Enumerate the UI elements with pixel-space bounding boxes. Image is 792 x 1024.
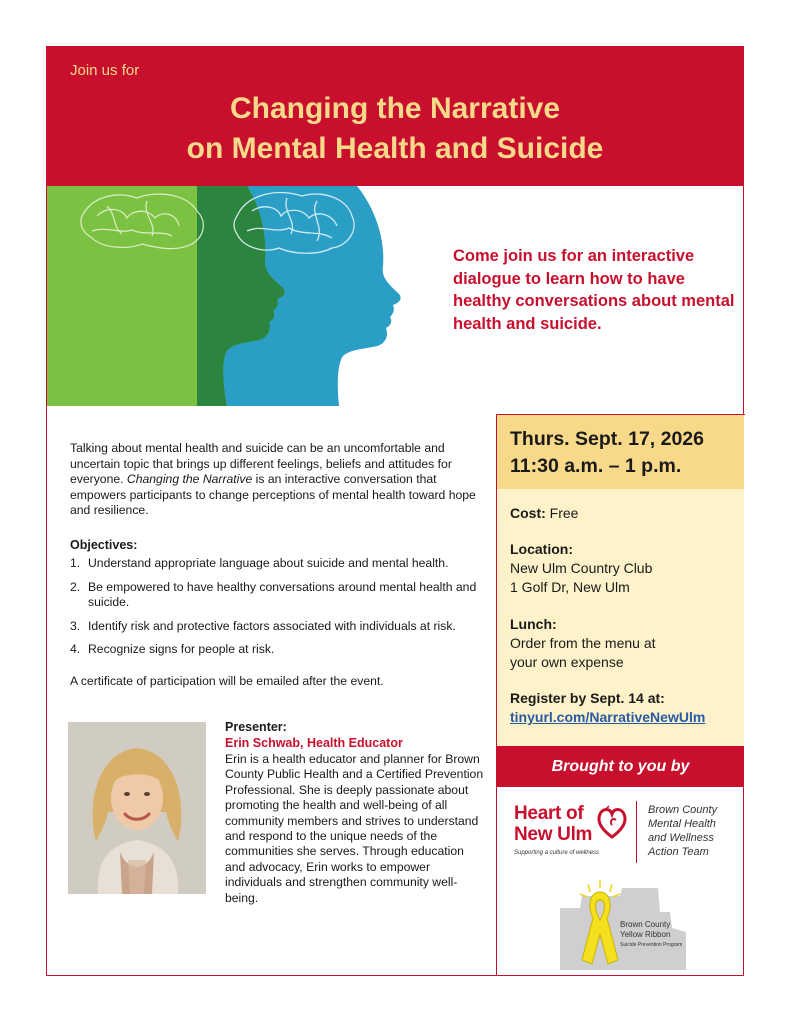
- objective-text: Be empowered to have healthy conversations around mental health and suicide.: [88, 579, 477, 609]
- intro-text-2: is an interactive conversation that empowers participants to change perceptions of mental health toward hope and resilience.: [70, 472, 476, 517]
- heads-illustration: [47, 186, 425, 406]
- logo-tagline: Supporting a culture of wellness: [514, 850, 600, 856]
- team-line2: Mental Health: [648, 818, 716, 830]
- event-date: Thurs. Sept. 17, 2026: [510, 428, 705, 450]
- header-banner: [46, 46, 744, 186]
- ribbon-text-line3: Suicide Prevention Program: [620, 942, 683, 948]
- team-line4: Action Team: [648, 846, 709, 858]
- intro-paragraph: [70, 441, 480, 519]
- event-info-box: [497, 489, 744, 746]
- objective-item: [70, 619, 485, 635]
- sponsors-heading: Brought to you by: [551, 758, 690, 775]
- header-kicker: Join us for: [70, 62, 140, 79]
- register-block: [510, 689, 705, 727]
- lunch-line2: your own expense: [510, 654, 624, 670]
- register-label: Register by Sept. 14 at:: [510, 690, 665, 706]
- yellow-ribbon-logo: [560, 878, 690, 970]
- cost-line: [510, 504, 578, 523]
- register-link[interactable]: tinyurl.com/NarrativeNewUlm: [510, 709, 706, 725]
- invite-text: Come join us for an interactive dialogue to learn how to have healthy conversations about mental health and suicide.: [453, 247, 735, 333]
- presenter-bio: Erin is a health educator and planner for Brown County Public Health and a Certified Prevention Professional. She is deeply passionate about promoting the health and well-being of all community members and strives to understand and respond to the unique needs of the communities she serves. Through education and advocacy, Erin works to empower individuals and strengthen community well-being.: [225, 752, 484, 905]
- cost-value: Free: [545, 505, 579, 521]
- objective-number: 2.: [70, 579, 81, 594]
- heart-icon: [597, 805, 627, 841]
- team-line1: Brown County: [648, 804, 718, 816]
- lunch-line1: Order from the menu at: [510, 635, 656, 651]
- intro-text-1: Talking about mental health and suicide can be an uncomfortable and uncertain topic that brings up different feelings, beliefs and attitudes for everyone.: [70, 441, 452, 486]
- team-line3: and Wellness: [648, 832, 714, 844]
- presenter-photo: [68, 722, 206, 894]
- logo-divider: [636, 801, 637, 863]
- objective-number: 1.: [70, 556, 81, 570]
- objective-text: Identify risk and protective factors associated with individuals at risk.: [88, 618, 456, 633]
- objective-item: [70, 580, 485, 611]
- objective-item: [70, 642, 485, 658]
- intro-program-name: Changing the Narrative: [126, 472, 253, 486]
- presenter-heading: Presenter:: [225, 720, 287, 734]
- objective-number: 3.: [70, 618, 81, 633]
- objective-item: [70, 556, 485, 572]
- presenter-name: Erin Schwab, Health Educator: [225, 736, 403, 750]
- objective-text: Understand appropriate language about suicide and mental health.: [88, 556, 449, 570]
- objective-text: Recognize signs for people at risk.: [88, 642, 275, 656]
- action-team-label: [648, 803, 744, 859]
- logo-text-line1: Heart of: [514, 803, 584, 824]
- certificate-note: A certificate of participation will be emailed after the event.: [70, 674, 384, 688]
- location-label: Location:: [510, 541, 573, 557]
- location-venue: New Ulm Country Club: [510, 560, 653, 576]
- event-title-line2: on Mental Health and Suicide: [186, 132, 604, 165]
- objectives-heading: Objectives:: [70, 538, 138, 552]
- sponsors-banner: [497, 746, 744, 787]
- event-title-line1: Changing the Narrative: [229, 92, 561, 125]
- cost-label: Cost:: [510, 505, 546, 521]
- ribbon-text-line2: Yellow Ribbon: [620, 930, 671, 939]
- date-box: [497, 415, 744, 489]
- two-heads-image: [47, 186, 425, 406]
- logo-text-line2: New Ulm: [514, 824, 593, 845]
- location-block: [510, 540, 652, 597]
- objectives-list: [70, 556, 485, 666]
- presenter-portrait-image: [68, 722, 206, 894]
- lunch-label: Lunch:: [510, 616, 557, 632]
- objective-number: 4.: [70, 642, 81, 656]
- lunch-block: [510, 615, 656, 672]
- heart-of-new-ulm-logo: [514, 803, 632, 865]
- ribbon-text-line1: Brown County: [620, 920, 671, 929]
- location-address: 1 Golf Dr, New Ulm: [510, 579, 630, 595]
- event-time: 11:30 a.m. – 1 p.m.: [510, 455, 682, 477]
